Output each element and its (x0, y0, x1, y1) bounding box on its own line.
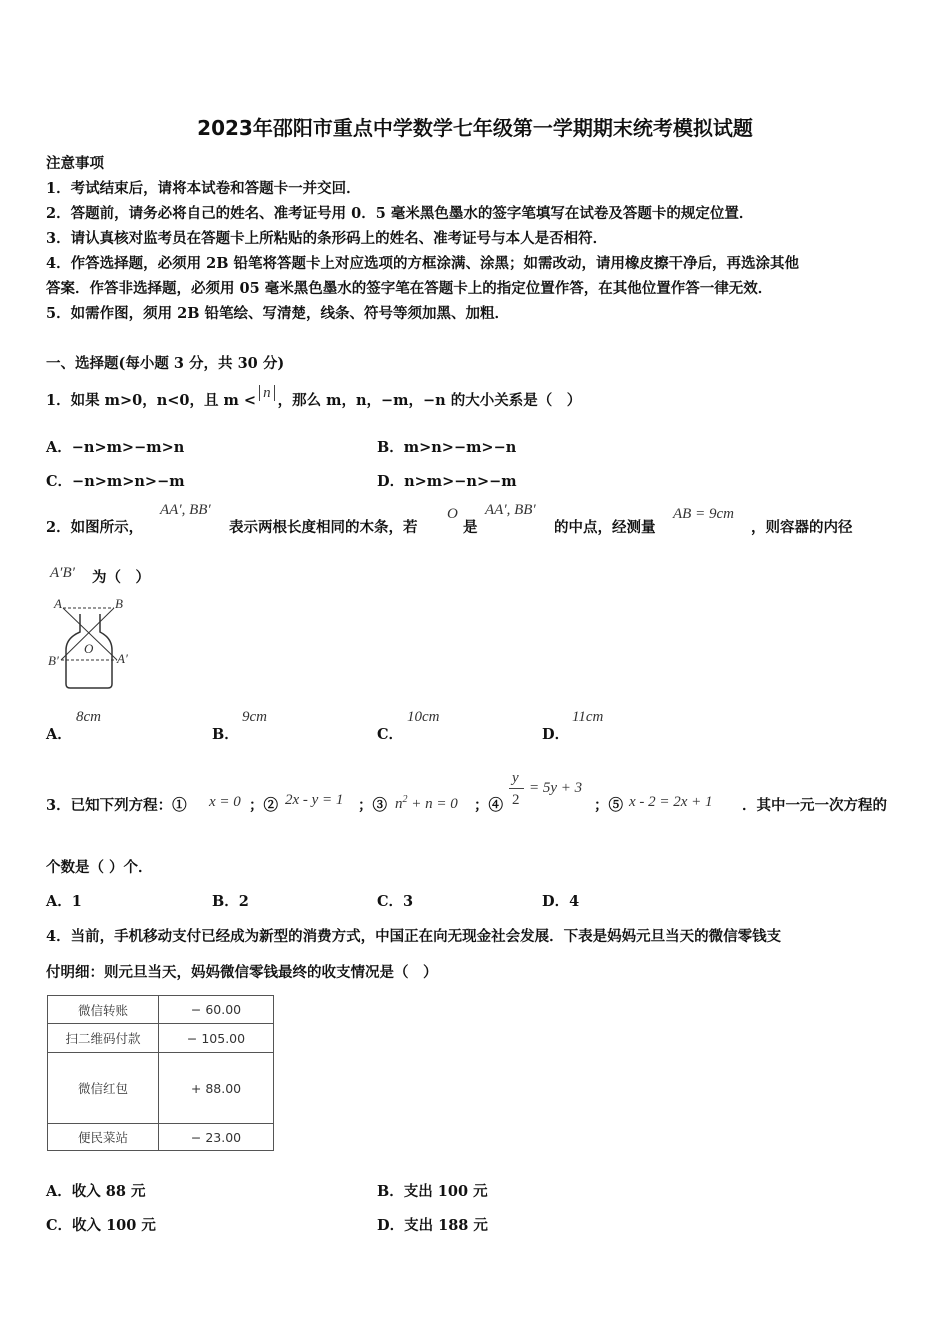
q3-line-2: 个数是（ ）个． (46, 859, 153, 876)
q3-option-a[interactable]: A．1 (46, 893, 82, 910)
section-heading: 一、选择题(每小题 3 分，共 30 分) (46, 355, 285, 372)
q3-eq-3-base: n (395, 796, 403, 812)
q2-option-b-value[interactable]: 9cm (242, 709, 267, 725)
q3-eq-3 (395, 794, 458, 813)
q2-option-a-letter[interactable]: A． (46, 726, 72, 743)
notice-item: 4．作答选择题，必须用 2B 铅笔将答题卡上对应选项的方框涂满、涂黑；如需改动，请用橡皮擦干净后，再选涂其他 (46, 255, 800, 272)
q3-text-1: 3．已知下列方程：① (46, 797, 187, 814)
q4-line-2: 付明细：则元旦当天，妈妈微信零钱最终的收支情况是（ ） (46, 964, 438, 981)
table-cell-value: − 60.00 (159, 996, 274, 1024)
fig-label-o: O (84, 641, 94, 656)
q2-text-4: 的中点，经测量 (554, 519, 656, 536)
table-cell-label: 微信转账 (48, 996, 159, 1024)
q3-eq-1: x = 0 (209, 794, 241, 810)
notice-item: 5．如需作图，须用 2B 铅笔绘、写清楚，线条、符号等须加黑、加粗． (46, 305, 510, 322)
fig-label-a-prime: A′ (117, 651, 128, 666)
q3-frac-rest: = 5y + 3 (529, 780, 583, 796)
table-cell-label: 便民菜站 (48, 1124, 159, 1151)
q1-option-d[interactable]: D．n>m>−n>−m (377, 473, 517, 490)
fig-label-b-prime: B′ (48, 653, 59, 668)
q3-frac-num: y (512, 770, 519, 786)
q2-option-d-value[interactable]: 11cm (572, 709, 604, 725)
q1-option-a[interactable]: A．−n>m>−m>n (46, 439, 185, 456)
fig-label-a: A (54, 596, 62, 611)
q3-eq-3-rest: + n = 0 (411, 796, 458, 812)
table-cell-value: − 23.00 (159, 1124, 274, 1151)
q4-option-d[interactable]: D．支出 188 元 (377, 1217, 488, 1234)
q4-option-b[interactable]: B．支出 100 元 (377, 1183, 488, 1200)
q3-frac-bar (509, 788, 524, 789)
q2-option-d-letter[interactable]: D． (542, 726, 570, 743)
table-row (48, 996, 274, 1024)
q3-text-5: ；⑤ (594, 797, 623, 814)
q1-option-b[interactable]: B．m>n>−m>−n (377, 439, 517, 456)
q2-option-c-letter[interactable]: C． (377, 726, 404, 743)
table-row (48, 1053, 274, 1124)
q2-math-2: O (447, 506, 458, 522)
q4-option-c[interactable]: C．收入 100 元 (46, 1217, 156, 1234)
q3-option-d[interactable]: D．4 (542, 893, 580, 910)
q2-text-3: 是 (463, 519, 478, 536)
table-cell-label: 扫二维码付款 (48, 1024, 159, 1053)
notice-heading: 注意事项 (46, 155, 104, 172)
q2-math-3: AA′, BB′ (485, 502, 536, 518)
q2-option-c-value[interactable]: 10cm (407, 709, 440, 725)
q3-option-c[interactable]: C．3 (377, 893, 414, 910)
q3-text-3: ；③ (358, 797, 387, 814)
table-cell-value: − 105.00 (159, 1024, 274, 1053)
q3-eq-2: 2x - y = 1 (285, 792, 344, 808)
q4-line-1: 4．当前，手机移动支付已经成为新型的消费方式，中国正在向无现金社会发展．下表是妈妈元旦当天的微信零钱支 (46, 928, 782, 945)
question-1 (46, 385, 582, 410)
table-row (48, 1124, 274, 1151)
q2-text-6: 为（ ） (92, 569, 150, 586)
container-figure (44, 592, 144, 692)
q2-option-b-letter[interactable]: B． (212, 726, 239, 743)
q2-math-4: AB = 9cm (673, 506, 734, 522)
q1-option-c[interactable]: C．−n>m>n>−m (46, 473, 185, 490)
q2-text-5: ，则容器的内径 (751, 519, 853, 536)
q1-text-pre: 1．如果 m>0，n<0，且 m < (46, 392, 257, 409)
q3-eq-3-sup: 2 (402, 794, 408, 805)
q3-text-6: ．其中一元一次方程的 (742, 797, 887, 814)
notice-item: 1．考试结束后，请将本试卷和答题卡一并交回． (46, 180, 361, 197)
q2-math-5: A′B′ (50, 565, 75, 581)
q4-option-a[interactable]: A．收入 88 元 (46, 1183, 146, 1200)
q1-abs-n: n (259, 385, 275, 401)
q3-text-4: ；④ (474, 797, 503, 814)
table-cell-value: + 88.00 (159, 1053, 274, 1124)
table-row (48, 1024, 274, 1053)
notice-item: 答案．作答非选择题，必须用 05 毫米黑色墨水的签字笔在答题卡上的指定位置作答，在其他位置作答一律无效． (46, 280, 773, 297)
notice-item: 2．答题前，请务必将自己的姓名、准考证号用 0．5 毫米黑色墨水的签字笔填写在试卷及答题卡的规定位置． (46, 205, 754, 222)
notice-item: 3．请认真核对监考员在答题卡上所粘贴的条形码上的姓名、准考证号与本人是否相符． (46, 230, 608, 247)
q3-eq-5: x - 2 = 2x + 1 (629, 794, 713, 810)
q2-math-1: AA′, BB′ (160, 502, 211, 518)
fig-label-b: B (115, 596, 123, 611)
page-title: 2023年邵阳市重点中学数学七年级第一学期期末统考模拟试题 (197, 116, 753, 140)
q3-frac-den: 2 (512, 792, 520, 808)
payment-table (47, 995, 274, 1151)
q3-text-2: ；② (249, 797, 278, 814)
q2-option-a-value[interactable]: 8cm (76, 709, 101, 725)
q2-text-2: 表示两根长度相同的木条，若 (229, 519, 418, 536)
q1-text-post: ，那么 m，n，−m，−n 的大小关系是（ ） (277, 392, 582, 409)
q2-text-1: 2．如图所示， (46, 519, 144, 536)
table-cell-label: 微信红包 (48, 1053, 159, 1124)
q3-option-b[interactable]: B．2 (212, 893, 249, 910)
